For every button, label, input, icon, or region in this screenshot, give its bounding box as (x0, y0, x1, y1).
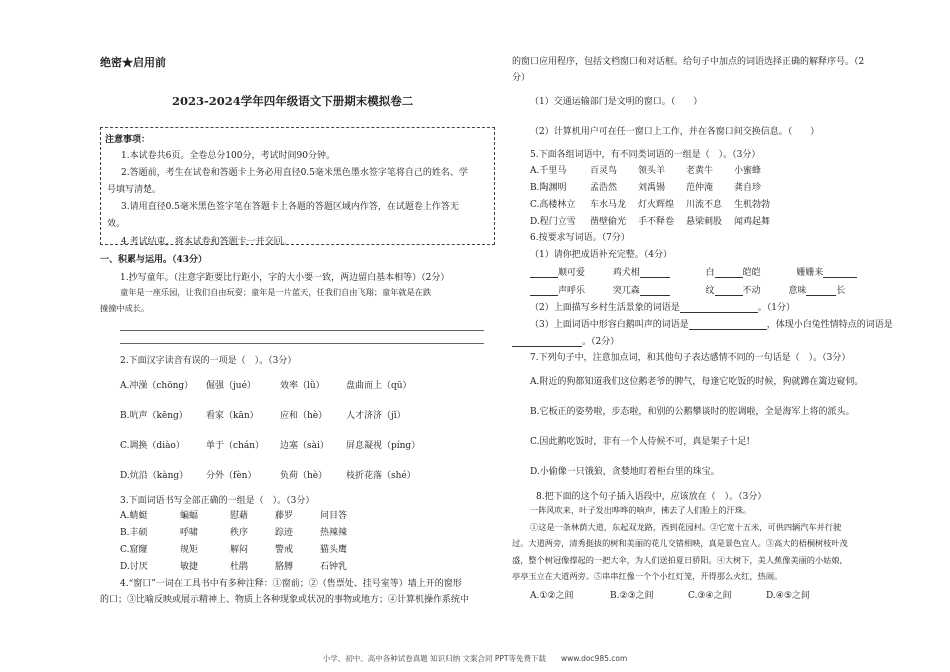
q2-option: B.吭声（kēng） (120, 411, 188, 421)
q2-option: A.冲澡（chōng） (120, 381, 194, 391)
q5-option: 百灵鸟 (590, 166, 618, 176)
q7-option-b: B.它板正的姿势啦，步态啦，和别的公鹅攀谈时的腔调啦，全是海军上将的派头。 (530, 407, 855, 417)
q2-option: 负荷（hè） (280, 471, 328, 481)
q3-option: 石钟乳 (320, 562, 348, 572)
page-footer: 小学、初中、高中各种试卷真题 知识归纳 文案合同 PPT等免费下载 www.doc985.com (322, 654, 628, 663)
q2-option: 倔强（jué） (206, 381, 256, 391)
notice-item: 3.请用直径0.5毫米黑色签字笔在答题卡上各题的答题区域内作答，在试题卷上作答无 (121, 202, 459, 212)
q5-option: C.高楼林立 (530, 200, 576, 210)
q5-option: 领头羊 (638, 166, 666, 176)
q3-option: 蝙蝠 (180, 511, 199, 521)
q8-paragraph: 过。大道两旁，清秀挺拔的树和美丽的花儿交错相映，真是景色宜人。③高大的梧桐树枝叶茂 (512, 538, 848, 548)
q3-option: 敏捷 (180, 562, 199, 572)
notice-item: 2.答题前，考生在试卷和答题卡上务必用直径0.5毫米黑色墨水签字笔将自己的姓名、学 (121, 168, 468, 178)
writing-line (120, 330, 484, 331)
q6-sub2-end: 。（1分） (757, 303, 795, 313)
q7-option-d: D.小偷像一只饿狼，贪婪地盯着柜台里的珠宝。 (530, 467, 720, 477)
q3-stem: 3.下面词语书写全部正确的一组是（ ）。（3分） (120, 496, 315, 506)
q8-quote: 一阵风吹来，叶子发出哗哗的响声，拂去了人们脸上的汗珠。 (530, 505, 752, 515)
q5-option: 凿壁偷光 (590, 217, 627, 227)
q5-option: 老黄牛 (686, 166, 714, 176)
q5-option: 手不释卷 (638, 217, 675, 227)
q6-stem: 6.按要求写词语。（7分） (530, 233, 630, 243)
q6-sub1: （1）请你把成语补充完整。（4分） (530, 250, 672, 260)
q5-option: 龚自珍 (734, 183, 762, 193)
q3-option: 踪迹 (275, 528, 294, 538)
fill-text: 顺可爱 (558, 268, 586, 278)
fill-text: 声呼乐 (558, 286, 586, 296)
q8-paragraph: 盛，整个树冠像撑起的一把大伞，为人们送拍夏日骄阳。④大树下，美人蕉像美丽的小姑娘， (512, 555, 848, 565)
q5-option: 范仲淹 (686, 183, 714, 193)
fill-text: 姗姗来 (796, 268, 824, 278)
notice-item: 4.考试结束，将本试卷和答题卡一并交回。 (121, 237, 292, 247)
blank[interactable] (530, 268, 558, 278)
q6-sub3-cont (512, 334, 619, 347)
q3-option: A.蜻蜓 (120, 511, 148, 521)
q8-option: C.③④之间 (688, 591, 732, 601)
q3-option: C.窟窿 (120, 545, 148, 555)
q5-option: B.陶渊明 (530, 183, 567, 193)
q2-option: 分外（fèn） (206, 471, 257, 481)
fill-text: 纹 (705, 286, 715, 296)
q7-stem: 7.下列句子中，注意加点词，和其他句子表达感情不同的一句话是（ ）。（3分） (530, 353, 851, 363)
fill-row (530, 265, 857, 278)
fill-text: 皑皑 (742, 268, 761, 278)
q5-option: 川流不息 (686, 200, 723, 210)
q5-option: 小蜜蜂 (734, 166, 762, 176)
q8-option: D.④⑤之间 (766, 591, 810, 601)
fill-text: 突兀森 (612, 286, 640, 296)
q7-option-a: A.附近的狗都知道我们这位鹅老爷的脾气，每逢它吃饭的时候，狗就蹲在篱边窥伺。 (530, 377, 864, 387)
blank[interactable] (689, 320, 767, 330)
writing-line (120, 343, 484, 344)
blank[interactable] (823, 268, 857, 278)
blank[interactable] (806, 286, 836, 296)
q3-option: 秩序 (230, 528, 249, 538)
q4-stem: 的口；③比喻反映或展示精神上、物质上各种现象或状况的事物或地方；④计算机操作系统中 (100, 595, 470, 605)
q3-option: 慰藉 (230, 511, 249, 521)
q4-sentence: （1）交通运输部门是文明的窗口。（ ） (530, 97, 703, 107)
q4-stem: 的窗口应用程序，包括文档窗口和对话框。给句子中加点的词语选择正确的解释序号。（2 (512, 57, 865, 67)
q3-option: 猫头鹰 (320, 545, 348, 555)
q5-option: 刘禹锡 (638, 183, 666, 193)
blank[interactable] (530, 286, 558, 296)
q2-option: C.调换（diào） (120, 441, 185, 451)
q8-stem: 8.把下面的这个句子插入语段中，应该放在（ ）。（3分） (536, 492, 767, 502)
notice-box (100, 127, 495, 245)
q3-option: B.丰硕 (120, 528, 148, 538)
blank[interactable] (640, 286, 670, 296)
q5-option: 灯火辉煌 (638, 200, 675, 210)
notice-item: 效。 (107, 219, 126, 229)
q3-option: D.讨厌 (120, 562, 148, 572)
q5-option: 车水马龙 (590, 200, 627, 210)
secret-label: 绝密★启用前 (100, 56, 166, 69)
q2-stem: 2.下面汉字读音有误的一项是（ ）。（3分） (120, 356, 297, 366)
q3-option: 问目答 (320, 511, 348, 521)
q6-sub3-mid: ，体现小白兔性情特点的词语是 (766, 320, 893, 330)
notice-item: 号填写清楚。 (107, 185, 162, 195)
q8-option: B.②③之间 (610, 591, 654, 601)
blank[interactable] (640, 268, 670, 278)
exam-title: 2023-2024学年四年级语文下册期末模拟卷二 (172, 94, 414, 108)
q3-option: 热辣辣 (320, 528, 348, 538)
q1-text: 童年是一座乐园，让我们自由玩耍；童年是一片蓝天，任我们自由飞翔；童年就是在跌 (120, 287, 432, 297)
q8-option: A.①②之间 (530, 591, 574, 601)
q1-text: 撞撞中成长。 (100, 303, 150, 313)
q2-option: 枝折花落（shé） (346, 471, 416, 481)
q5-option: A.千里马 (530, 166, 567, 176)
q3-option: 警戒 (275, 545, 294, 555)
fill-row (530, 283, 845, 296)
q6-sub2 (530, 300, 795, 313)
notice-heading: 注意事项： (105, 135, 151, 145)
q5-option: D.程门立雪 (530, 217, 576, 227)
fill-text: 意味 (788, 286, 807, 296)
q3-option: 藤罗 (275, 511, 294, 521)
section-heading: 一、积累与运用。（43分） (100, 255, 208, 265)
q6-sub3 (530, 317, 893, 330)
fill-text: 鸡犬相 (612, 268, 640, 278)
fill-text: 长 (836, 286, 846, 296)
q2-option: 盘曲而上（qū） (346, 381, 412, 391)
q3-option: 呼啸 (180, 528, 199, 538)
blank[interactable] (715, 268, 743, 278)
q3-option: 胳膊 (275, 562, 294, 572)
q2-option: 应和（hè） (280, 411, 328, 421)
fill-text: 白 (705, 268, 715, 278)
blank[interactable] (680, 303, 758, 313)
q2-option: 边塞（sài） (280, 441, 329, 451)
q3-option: 杜鹃 (230, 562, 249, 572)
notice-item: 1.本试卷共6页。全卷总分100分，考试时间90分钟。 (121, 151, 335, 161)
q3-option: 规矩 (180, 545, 199, 555)
q5-option: 孟浩然 (590, 183, 618, 193)
q6-sub3-end: 。（2分） (582, 337, 620, 347)
q6-sub3-text: （3）上面词语中形容白鹅叫声的词语是 (530, 320, 689, 330)
q2-option: D.炕沿（kàng） (120, 471, 189, 481)
q8-paragraph: ①这是一条林荫大道，东起双龙路，西到花园村。②它宽十五米，可供四辆汽车并行驶 (530, 522, 842, 532)
q2-option: 效率（lǜ） (280, 381, 325, 391)
q1-stem: 1.抄写童年。（注意字距要比行距小，字的大小要一致，两边留白基本相等）（2分） (120, 273, 450, 283)
q4-stem: 分） (512, 73, 531, 83)
q5-stem: 5.下面各组词语中，有不同类词语的一组是（ ）。（3分） (530, 150, 761, 160)
q8-paragraph: 亭亭玉立在大道两旁。⑤串串红像一个个小红灯笼，开得那么火红，热闹。 (512, 571, 783, 581)
q7-option-c: C.因此鹅吃饭时，非有一个人侍候不可，真是架子十足! (530, 437, 751, 447)
q4-sentence: （2）计算机用户可在任一窗口上工作，并在各窗口间交换信息。（ ） (530, 127, 820, 137)
q2-option: 人才济济（jǐ） (346, 411, 406, 421)
q4-stem: 4.“窗口”一词在工具书中有多种注释：①窗前；②（售票处、挂号室等）墙上开的窗形 (120, 579, 462, 589)
q2-option: 屏息凝视（píng） (346, 441, 421, 451)
q5-option: 悬梁刺股 (686, 217, 723, 227)
q3-option: 解闷 (230, 545, 249, 555)
q2-option: 单于（chán） (206, 441, 264, 451)
q6-sub2-text: （2）上面描写乡村生活景象的词语是 (530, 303, 680, 313)
blank[interactable] (512, 337, 582, 347)
q5-option: 闻鸡起舞 (734, 217, 771, 227)
q2-option: 看家（kān） (206, 411, 259, 421)
blank[interactable] (715, 286, 743, 296)
q5-option: 生机勃勃 (734, 200, 771, 210)
fill-text: 不动 (742, 286, 761, 296)
